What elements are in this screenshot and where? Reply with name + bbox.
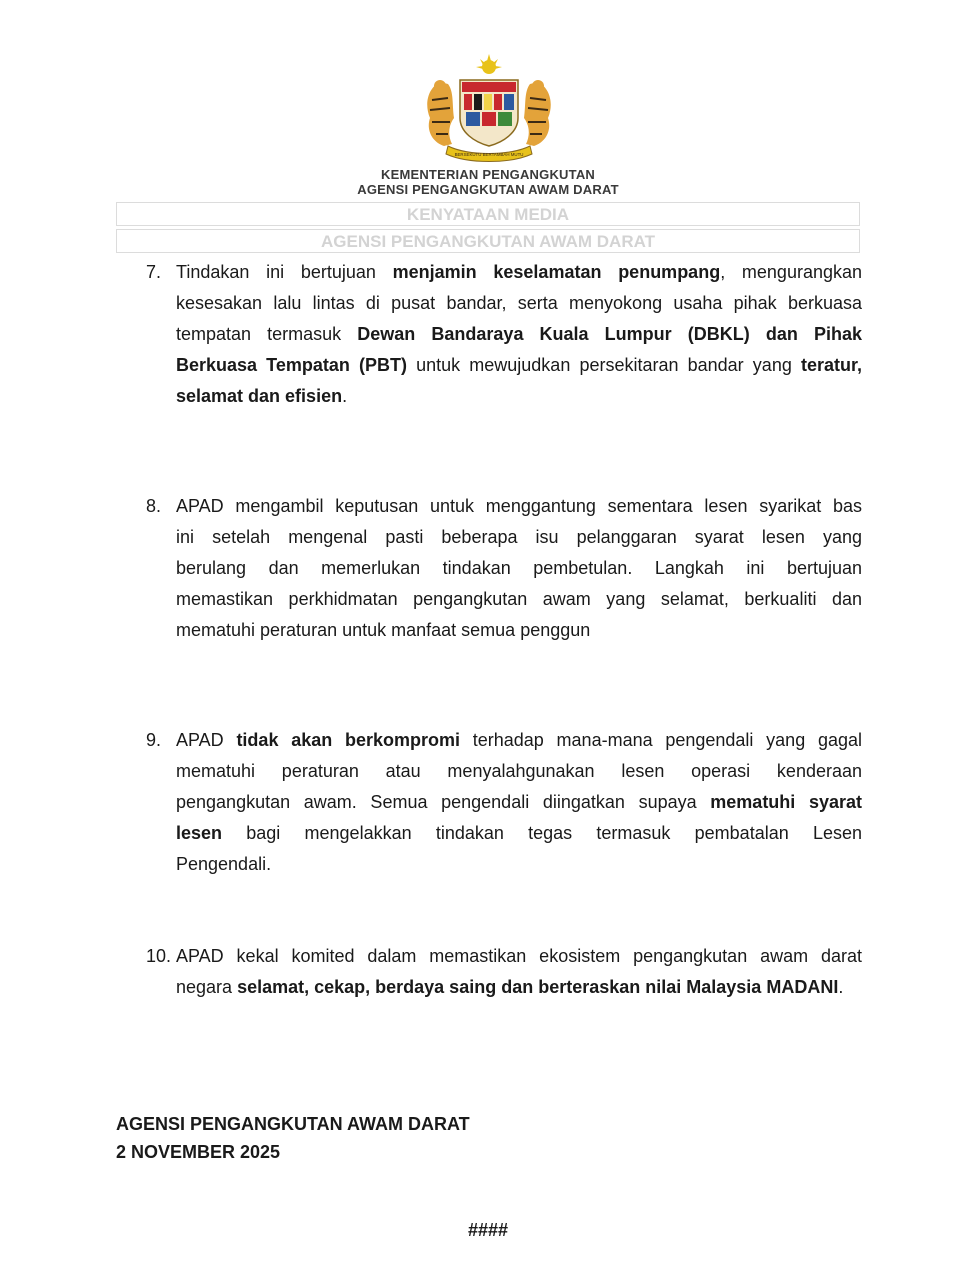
text-line xyxy=(176,319,862,350)
text-run: ini setelah mengenal pasti beberapa isu pelanggaran syarat lesen yang xyxy=(176,527,862,547)
ministry-name: KEMENTERIAN PENGANGKUTAN xyxy=(380,167,595,182)
text-run: , mengurangkan xyxy=(720,262,862,282)
text-line xyxy=(176,584,862,615)
signoff-agency: AGENSI PENGANGKUTAN AWAM DARAT xyxy=(116,1114,470,1134)
text-run: kesesakan lalu lintas di pusat bandar, serta menyokong usaha pihak berkuasa xyxy=(176,293,862,313)
text-line xyxy=(176,941,862,972)
paragraph-9 xyxy=(146,725,862,880)
text-run: APAD xyxy=(176,730,237,750)
bold-text-run: mematuhi syarat xyxy=(710,792,862,812)
paragraph-8 xyxy=(146,491,862,646)
text-run: untuk mewujudkan persekitaran bandar yang xyxy=(406,355,801,375)
text-run: APAD mengambil keputusan untuk menggantung sementara lesen syarikat bas xyxy=(176,496,862,516)
paragraph-number: 10. xyxy=(146,946,172,966)
text-line xyxy=(176,381,862,412)
text-line xyxy=(176,553,862,584)
text-line xyxy=(176,787,862,818)
text-run: memastikan perkhidmatan pengangkutan awam yang selamat, berkualiti dan xyxy=(176,589,862,609)
text-line xyxy=(176,257,862,288)
banner-subtitle: AGENSI PENGANGKUTAN AWAM DARAT xyxy=(116,229,860,253)
text-run: mematuhi peraturan untuk manfaat semua penggun xyxy=(176,620,591,640)
signoff-date: 2 NOVEMBER 2025 xyxy=(116,1142,281,1162)
bold-text-run: teratur, xyxy=(800,355,862,375)
text-line xyxy=(176,350,862,381)
text-line xyxy=(176,725,862,756)
svg-text:BERSEKUTU BERTAMBAH MUTU: BERSEKUTU BERTAMBAH MUTU xyxy=(454,152,524,157)
bold-text-run: tidak akan berkompromi xyxy=(236,730,460,750)
text-run: terhadap mana-mana pengendali yang gagal xyxy=(460,730,862,750)
text-line xyxy=(176,522,862,553)
text-line xyxy=(176,288,862,319)
text-line xyxy=(176,756,862,787)
text-line xyxy=(176,491,862,522)
paragraph-10 xyxy=(146,941,862,1003)
text-run: tempatan termasuk xyxy=(176,324,358,344)
paragraph-number: 9. xyxy=(146,730,162,750)
text-run: APAD kekal komited dalam memastikan ekosistem pengangkutan awam darat xyxy=(176,946,862,966)
bold-text-run: Dewan Bandaraya Kuala Lumpur (DBKL) dan Pihak xyxy=(357,324,862,344)
text-run: mematuhi peraturan atau menyalahgunakan lesen operasi kenderaan xyxy=(176,761,862,781)
text-run: negara xyxy=(176,977,238,997)
text-run: pengangkutan awam. Semua pengendali diingatkan supaya xyxy=(176,792,711,812)
bold-text-run: menjamin keselamatan penumpang xyxy=(392,262,721,282)
paragraph-number: 8. xyxy=(146,496,162,516)
bold-text-run: selamat dan efisien xyxy=(176,386,343,406)
text-run: . xyxy=(342,386,348,406)
agency-name: AGENSI PENGANGKUTAN AWAM DARAT xyxy=(357,182,619,197)
end-mark: #### xyxy=(467,1220,509,1240)
bold-text-run: lesen xyxy=(176,823,223,843)
text-line xyxy=(176,972,862,1003)
text-line xyxy=(176,615,862,646)
banner-title: KENYATAAN MEDIA xyxy=(116,202,860,226)
text-run: bagi mengelakkan tindakan tegas termasuk pembatalan Lesen xyxy=(222,823,862,843)
text-line xyxy=(176,818,862,849)
text-run: Tindakan ini bertujuan xyxy=(176,262,393,282)
bold-text-run: selamat, cekap, berdaya saing dan berteraskan nilai Malaysia MADANI xyxy=(237,977,839,997)
text-run: berulang dan memerlukan tindakan pembetulan. Langkah ini bertujuan xyxy=(176,558,862,578)
text-line xyxy=(176,849,862,880)
text-run: . xyxy=(838,977,844,997)
coat-of-arms-icon xyxy=(418,52,560,164)
bold-text-run: Berkuasa Tempatan (PBT) xyxy=(176,355,407,375)
paragraph-number: 7. xyxy=(146,262,162,282)
paragraph-7 xyxy=(146,257,862,412)
text-run: Pengendali. xyxy=(176,854,272,874)
